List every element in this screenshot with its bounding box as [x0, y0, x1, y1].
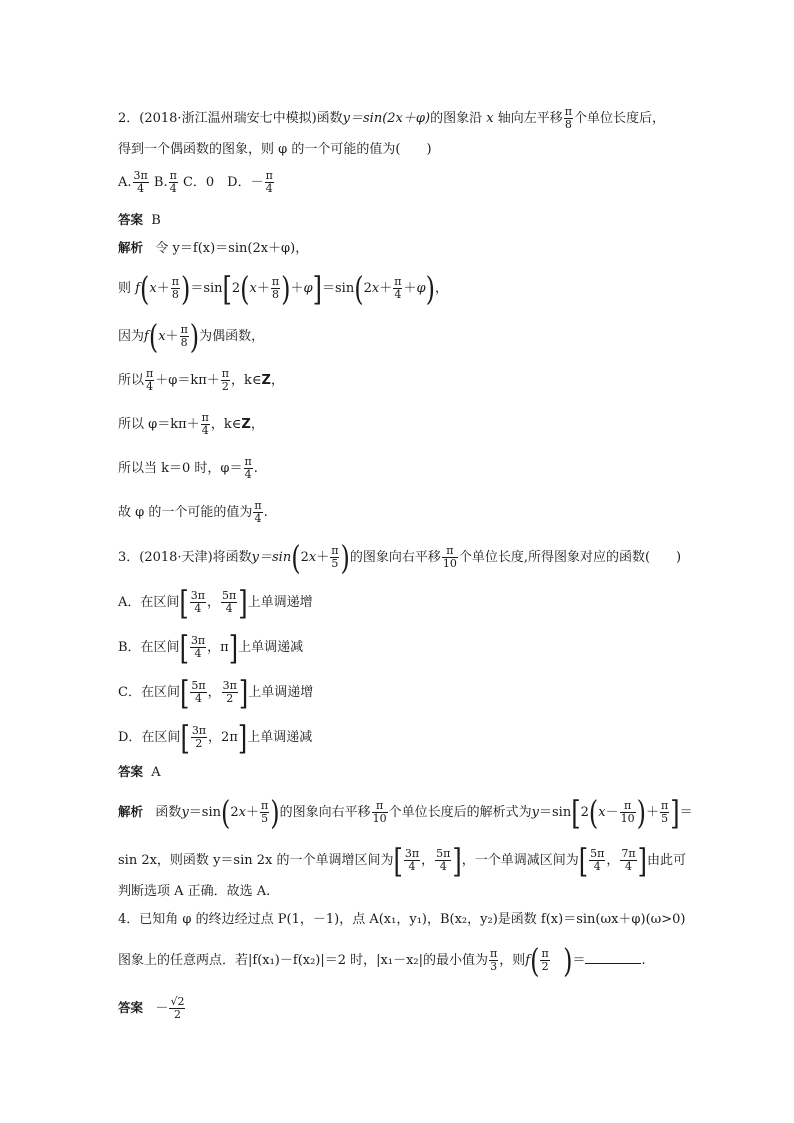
- q2-shift-num: π: [564, 105, 572, 118]
- q3-analysis-mid: 的图象向右平移: [279, 805, 371, 820]
- q3-option-a-label: A．在区间: [118, 595, 180, 610]
- q4-line1: [118, 912, 685, 928]
- q3-analysis-1: 解析 函数y＝sin(2x＋ $\frac{\pi}{5}$ )的图象向右平移 $\frac{\pi}{10}$ 个单位长度后的解析式为y＝sin[2(x－ $\frac{\pi}{10}$ )＋ $\frac{\pi}{5}$ ]＝: [118, 793, 693, 832]
- q2-analysis-3-lead: 因为: [118, 329, 145, 344]
- q3-stem: 3．(2018·天津)将函数y＝sin(2x＋ $\frac{\pi}{5}$ )的图象向右平移 $\frac{\pi}{10}$ 个单位长度,所得图象对应的函数( ): [118, 538, 682, 577]
- q3-option-d: D．在区间[ $\frac{3\pi}{2}$ ，2π]上单调递减: [118, 718, 313, 757]
- q2-options-cd: C．0 D．－: [182, 175, 264, 190]
- q3-stem-mid: 的图象向右平移: [349, 550, 441, 565]
- q2-option-a-fraction: [133, 170, 149, 195]
- q2-analysis-3-tail: 为偶函数，: [199, 329, 265, 344]
- q2-function: y＝sin(2x＋φ): [342, 111, 431, 126]
- q3-option-b-text: 上单调递减: [238, 640, 304, 655]
- q3-shift-den: 10: [442, 557, 457, 570]
- q2-text: 的图象沿: [430, 111, 483, 126]
- q4-number: 4．: [118, 912, 140, 927]
- q3-shift-num: π: [442, 545, 458, 558]
- q4-answer-label: 答案: [118, 1000, 144, 1015]
- q4-answer-fraction: [169, 996, 185, 1021]
- q2-analysis-4: 所以 $\frac{\pi}{4}$ ＋φ＝kπ＋ $\frac{\pi}{2}$ ，k∈Z，: [118, 367, 284, 393]
- q2-options: [118, 170, 275, 195]
- q3-option-b: B．在区间[ $\frac{3\pi}{4}$ ，π]上单调递减: [118, 628, 304, 667]
- q2-text-3: 个单位长度后，: [573, 111, 665, 126]
- q3-answer-value: A: [151, 765, 161, 780]
- q2-analysis-7-lead: 故 φ 的一个可能的值为: [118, 505, 253, 520]
- q2-line2: 得到一个偶函数的图象，则 φ 的一个可能的值为( ): [118, 142, 432, 157]
- q4-line2-mid: ，则: [499, 953, 526, 968]
- q2-analysis-6-lead: 所以当 k＝0 时，φ＝: [118, 461, 243, 476]
- q2-analysis-label: 解析: [118, 240, 144, 255]
- q3-answer-label: 答案: [118, 764, 144, 779]
- q3-analysis-label: 解析: [118, 804, 144, 819]
- q2-answer-value: B: [151, 213, 161, 228]
- q3-stem-tail: 个单位长度,所得图象对应的函数( ): [458, 550, 682, 565]
- q2-option-b-label: B.: [153, 175, 168, 190]
- q3-option-b-label: B．在区间: [118, 640, 180, 655]
- q2-opt-b-den: 4: [169, 182, 177, 195]
- q2-analysis-6: 所以当 k＝0 时，φ＝ $\frac{\pi}{4}$ .: [118, 455, 258, 481]
- q4-line2-eq: ＝: [572, 953, 586, 968]
- q3-analysis-3: 判断选项 A 正确．故选 A.: [118, 884, 271, 899]
- q2-shift-fraction: [564, 106, 573, 131]
- q3-shift-fraction: [442, 545, 458, 570]
- q3-option-c-label: C．在区间: [118, 685, 180, 700]
- q2-analysis-text-1: 令 y＝f(x)＝sin(2x＋φ)，: [155, 241, 309, 256]
- q3-analysis-2: sin 2x，则函数 y＝sin 2x 的一个单调增区间为[ $\frac{3\pi}{4}$ ， $\frac{5\pi}{4}$ ]，一个单调减区间为[ $\frac{5\pi}{4}$ ， $\frac{7\pi}{4}$ ]由此可: [118, 841, 686, 880]
- q3-function: y＝sin: [251, 550, 292, 565]
- q4-answer-blank: [585, 951, 641, 964]
- q2-option-b-fraction: [169, 170, 178, 195]
- q2-analysis-4-mid: ＋φ＝kπ＋: [155, 373, 220, 388]
- q2-analysis-2: 则 f(x＋ $\frac{\pi}{8}$ )＝sin[2(x＋ $\frac{\pi}{8}$ )＋φ]＝sin(2x＋ $\frac{\pi}{4}$ ＋φ)，: [118, 269, 448, 308]
- q2-opt-d-num: π: [265, 169, 273, 182]
- q2-analysis-4-k: ，k∈: [231, 373, 262, 388]
- q2-answer-label: 答案: [118, 212, 144, 227]
- q2-analysis-2-lead: 则: [118, 281, 132, 296]
- q2-opt-d-den: 4: [265, 182, 273, 195]
- q4-answer: [118, 996, 186, 1021]
- q2-integer-set: Z: [261, 373, 271, 388]
- q2-opt-b-num: π: [169, 169, 177, 182]
- q3-option-a: A．在区间[ $\frac{3\pi}{4}$ ， $\frac{5\pi}{4}$ ]上单调递增: [118, 583, 313, 622]
- q3-analysis-2-lead: sin 2x，则函数 y＝sin 2x 的一个单调增区间为: [118, 853, 394, 868]
- q4-answer-num: √2: [170, 995, 185, 1008]
- q2-line1: [118, 106, 665, 131]
- q2-analysis-7: 故 φ 的一个可能的值为 $\frac{\pi}{4}$ .: [118, 499, 268, 525]
- q2-var-x: x: [486, 111, 494, 126]
- q2-analysis-5: 所以 φ＝kπ＋ $\frac{\pi}{4}$ ，k∈Z，: [118, 411, 264, 437]
- q2-analysis-5-lead: 所以 φ＝kπ＋: [118, 417, 200, 432]
- q4-line2: 图象上的任意两点．若|f(x₁)－f(x₂)|＝2 时，|x₁－x₂|的最小值为 $\frac{\pi}{3}$ ，则f( $\frac{\pi}{2}$ )＝ .: [118, 941, 646, 980]
- q2-opt-a-den: 4: [137, 182, 145, 195]
- q2-shift-den: 8: [564, 118, 572, 131]
- q3-option-c: C．在区间[ $\frac{5\pi}{4}$ ， $\frac{3\pi}{2}$ ]上单调递增: [118, 673, 314, 712]
- q3-option-d-label: D．在区间: [118, 730, 181, 745]
- q3-source: (2018·天津)将函数: [139, 550, 252, 565]
- q3-analysis-2-mid: ，一个单调减区间为: [461, 853, 579, 868]
- q2-option-d-fraction: [265, 170, 274, 195]
- q2-analysis-3: 因为f(x＋ $\frac{\pi}{8}$ )为偶函数，: [118, 317, 265, 356]
- q3-analysis-lead: 函数: [155, 805, 182, 820]
- q2-analysis-1: [118, 240, 308, 257]
- q2-option-a-label: A.: [118, 175, 132, 190]
- q2-analysis-4-lead: 所以: [118, 373, 145, 388]
- q4-answer-den: 2: [173, 1008, 181, 1021]
- q3-option-a-text: 上单调递增: [247, 595, 313, 610]
- q3-answer: [118, 764, 161, 781]
- q4-line2-lead: 图象上的任意两点．若|f(x₁)－f(x₂)|＝2 时，|x₁－x₂|的最小值为: [118, 953, 489, 968]
- q2-analysis-5-k: ，k∈: [210, 417, 242, 432]
- q3-analysis-mid-2: 个单位长度后的解析式为: [388, 805, 532, 820]
- q2-answer: [118, 212, 161, 229]
- q4-line1-text: 已知角 φ 的终边经过点 P(1，－1)，点 A(x₁，y₁)，B(x₂，y₂)是函数 f(x)＝sin(ωx＋φ)(ω>0): [139, 912, 686, 927]
- q2-source: (2018·浙江温州瑞安七中模拟)函数: [139, 111, 343, 126]
- q3-analysis-2-tail: 由此可: [646, 853, 686, 868]
- q2-text-2: 轴向左平移: [497, 111, 563, 126]
- q3-option-c-text: 上单调递增: [248, 685, 314, 700]
- q4-answer-sign: －: [155, 1001, 169, 1016]
- q3-option-d-text: 上单调递减: [247, 730, 313, 745]
- q2-opt-a-num: 3π: [133, 169, 148, 182]
- q3-number: 3．: [118, 550, 140, 565]
- q2-number: 2．: [118, 111, 140, 126]
